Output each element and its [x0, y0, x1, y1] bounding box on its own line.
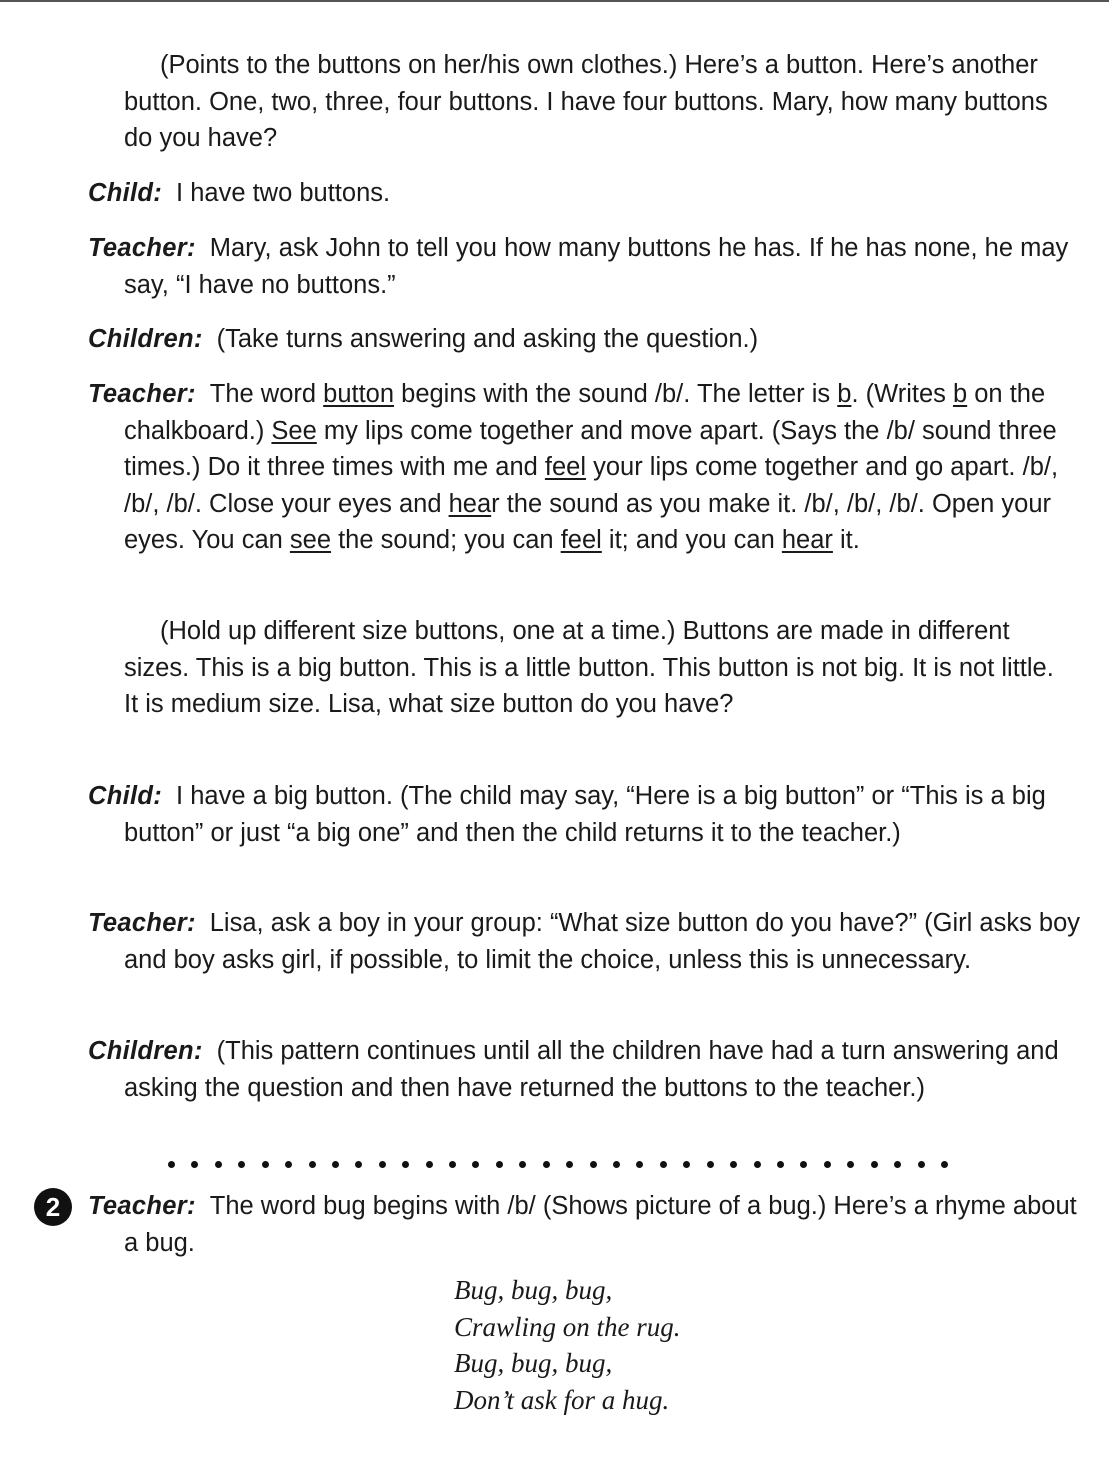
speaker-label: Teacher: [88, 234, 196, 262]
divider-dot [543, 1161, 550, 1168]
dialogue-text: (Take turns answering and asking the question.) [216, 325, 759, 353]
text-run: begins with the sound /b/. The letter is [394, 380, 838, 408]
text-run: your lips come together and go apart. /b/, /b/, /b/. Close your eyes and [124, 453, 1059, 518]
divider-dot [800, 1161, 807, 1168]
rhyme-line: Crawling on the rug. [454, 1311, 681, 1342]
divider-dot [824, 1161, 831, 1168]
speaker-label: Child: [88, 782, 163, 810]
divider-dot [730, 1161, 737, 1168]
speaker-label: Children: [88, 325, 203, 353]
dialogue-text: Lisa, ask a boy in your group: “What size button do you have?” (Girl asks boy and boy asks girl, if possible, to limit the choice, unless this is unnecessary. [124, 909, 1081, 974]
underlined-word: hear [781, 526, 833, 554]
dotted-section-divider [168, 1154, 948, 1174]
speaker-label: Teacher: [88, 1192, 196, 1220]
underlined-word: see [289, 526, 332, 554]
dialogue-teacher-ask-john [88, 230, 1096, 303]
text-run: . (Writes [851, 380, 953, 408]
paragraph-button-sizes [124, 613, 1060, 723]
divider-dot [285, 1161, 292, 1168]
divider-dot [262, 1161, 269, 1168]
text-run: The word [209, 380, 324, 408]
divider-dot [871, 1161, 878, 1168]
rhyme-line: Bug, bug, bug, [454, 1275, 613, 1305]
dialogue-teacher-bug [88, 1188, 1096, 1261]
dialogue-text: The word bug begins with /b/ (Shows picture of a bug.) Here’s a rhyme about a bug. [124, 1192, 1077, 1257]
underlined-word: See [271, 416, 317, 445]
section-number-badge: 2 [34, 1188, 72, 1226]
text-run: my lips come together and move apart. (Says the /b/ sound three times.) Do it three times with me and [124, 416, 1057, 481]
divider-dot [683, 1161, 690, 1168]
divider-dot [566, 1161, 573, 1168]
divider-dot [472, 1161, 479, 1168]
speaker-label: Children: [88, 1037, 203, 1065]
underlined-word: feel [560, 526, 602, 554]
divider-dot [426, 1161, 433, 1168]
speaker-label: Teacher: [88, 909, 196, 937]
underlined-word: hea [448, 489, 492, 518]
divider-dot [496, 1161, 503, 1168]
dialogue-child-big-button [88, 778, 1096, 851]
dialogue-text: I have two buttons. [176, 179, 391, 207]
divider-dot [215, 1161, 222, 1168]
rhyme-line: Bug, bug, bug, [454, 1348, 613, 1378]
underlined-word: feel [544, 453, 587, 481]
dialogue-text: (This pattern continues until all the children have had a turn answering and asking the question and then have returned the buttons to the teacher.) [124, 1037, 1059, 1102]
divider-dot [636, 1161, 643, 1168]
text-run: it; and you can [601, 526, 782, 554]
paragraph-points-to-buttons [124, 47, 1060, 157]
underlined-word: button [323, 380, 395, 408]
divider-dot [613, 1161, 620, 1168]
text-run: on the chalkboard.) [124, 380, 1046, 445]
speaker-label: Child: [88, 179, 163, 207]
divider-dot [918, 1161, 925, 1168]
speaker-label: Teacher: [88, 380, 196, 408]
underlined-word: b [837, 380, 852, 408]
dialogue-children-take-turns [88, 321, 1096, 358]
paragraph-text: (Points to the buttons on her/his own clothes.) Here’s a button. Here’s another button. One, two, three, four buttons. I have four buttons. Mary, how many buttons do you have? [124, 51, 1048, 152]
divider-dot [590, 1161, 597, 1168]
divider-dot [402, 1161, 409, 1168]
divider-dot [309, 1161, 316, 1168]
dialogue-children-pattern [88, 1033, 1096, 1106]
rhyme-line: Don’t ask for a hug. [454, 1384, 670, 1415]
divider-dot [941, 1161, 948, 1168]
divider-dot [754, 1161, 761, 1168]
divider-dot [847, 1161, 854, 1168]
dialogue-child-two-buttons [88, 175, 1096, 212]
paragraph-text: (Hold up different size buttons, one at a time.) Buttons are made in different sizes. This is a big button. This is a little button. This button is not big. It is not little. It is medium size. Lisa, what size button do you have? [124, 617, 1054, 718]
text-run: r the sound as you make it. /b/, /b/, /b/. Open your eyes. You can [124, 489, 1052, 554]
divider-dot [238, 1161, 245, 1168]
divider-dot [660, 1161, 667, 1168]
divider-dot [707, 1161, 714, 1168]
divider-dot [168, 1161, 175, 1168]
divider-dot [449, 1161, 456, 1168]
divider-dot [519, 1161, 526, 1168]
underlined-word: b [952, 380, 968, 408]
dialogue-text: I have a big button. (The child may say, “Here is a big button” or “This is a big button” or just “a big one” and then the child returns it to the teacher.) [124, 782, 1046, 847]
dialogue-teacher-b-sound [88, 376, 1096, 559]
divider-dot [379, 1161, 386, 1168]
divider-dot [777, 1161, 784, 1168]
divider-dot [894, 1161, 901, 1168]
divider-dot [332, 1161, 339, 1168]
text-run: the sound; you can [331, 526, 561, 554]
bug-rhyme [454, 1272, 681, 1418]
dialogue-text: Mary, ask John to tell you how many buttons he has. If he has none, he may say, “I have no buttons.” [124, 234, 1069, 299]
divider-dot [191, 1161, 198, 1168]
divider-dot [355, 1161, 362, 1168]
dialogue-teacher-ask-boy [88, 905, 1096, 978]
text-run: it. [832, 526, 860, 554]
